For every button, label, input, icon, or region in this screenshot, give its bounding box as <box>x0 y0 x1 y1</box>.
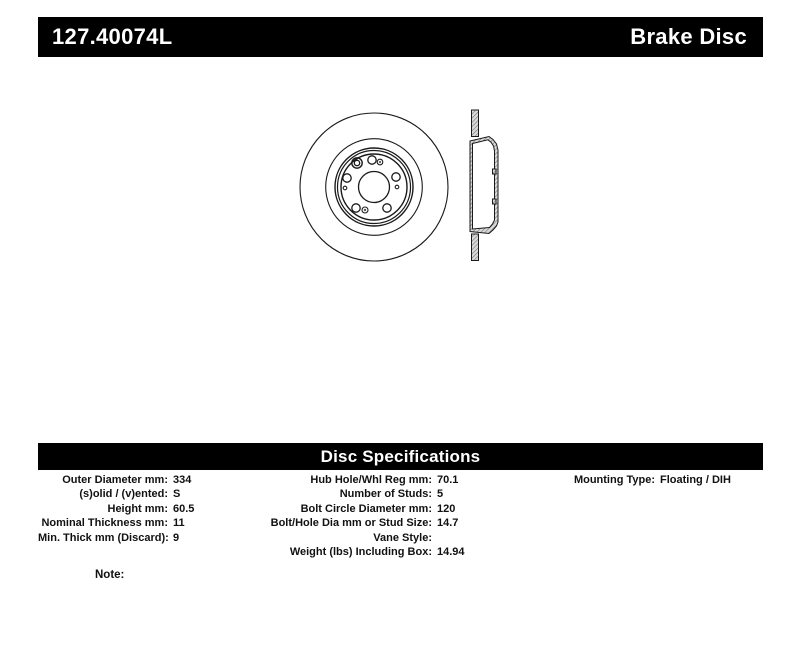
spec-row <box>38 502 194 516</box>
spec-row <box>38 487 194 501</box>
disc-outer-edge <box>300 113 448 261</box>
disc-side-view <box>470 110 498 261</box>
spec-column-mounting <box>520 473 731 487</box>
friction-ring-inner-edge <box>326 139 423 236</box>
small-hole <box>343 186 347 190</box>
spec-row <box>245 487 465 501</box>
stud-hole <box>343 174 351 182</box>
spec-row <box>520 473 731 487</box>
spec-row <box>38 516 194 530</box>
friction-ring-section-bottom <box>472 234 479 261</box>
stud-hole <box>368 156 376 164</box>
center-hub-hole <box>359 172 390 203</box>
hub-ring-middle <box>338 151 411 224</box>
spec-row <box>245 531 465 545</box>
stud-hole <box>383 204 391 212</box>
technical-drawing <box>285 95 515 275</box>
product-type-title: Brake Disc <box>630 24 747 49</box>
spec-value: 11 <box>173 517 185 530</box>
spec-value: 5 <box>437 488 444 501</box>
spec-label: Mounting Type: <box>573 474 655 486</box>
header-bar <box>38 17 763 57</box>
small-hole <box>395 185 399 189</box>
spec-value: 60.5 <box>173 502 195 515</box>
spec-value: 120 <box>437 502 456 515</box>
spec-value: 70.1 <box>437 474 459 486</box>
spec-label: Height mm: <box>107 502 168 515</box>
spec-value: 14.7 <box>437 517 459 530</box>
spec-label: Bolt/Hole Dia mm or Stud Size: <box>270 517 432 530</box>
spec-label: Outer Diameter mm: <box>62 474 168 486</box>
spec-label: Number of Studs: <box>339 488 432 501</box>
hat-section-wall <box>470 137 498 234</box>
spec-column-dimensions <box>38 473 194 545</box>
spec-label: Hub Hole/Whl Reg mm: <box>310 474 432 486</box>
spec-row <box>38 531 194 545</box>
hat-lip-notch <box>493 169 497 174</box>
spec-label: Min. Thick mm (Discard): <box>38 531 169 544</box>
screw-hole-detail <box>362 207 368 213</box>
screw-hole-detail <box>377 159 383 165</box>
spec-value: 334 <box>173 474 192 486</box>
spec-row <box>245 473 465 487</box>
spec-value: 9 <box>173 531 180 544</box>
stud-hole <box>392 173 400 181</box>
spec-row <box>245 545 465 559</box>
spec-value: 14.94 <box>437 546 465 559</box>
note-label: Note: <box>95 569 125 581</box>
spec-row <box>38 473 194 487</box>
spec-section-title: Disc Specifications <box>320 446 481 466</box>
spec-label: Nominal Thickness mm: <box>41 517 168 530</box>
brake-disc-drawing-svg <box>285 95 515 275</box>
spec-label: Weight (lbs) Including Box: <box>289 546 432 559</box>
hat-lip-notch <box>493 199 497 204</box>
spec-row <box>245 502 465 516</box>
spec-section-bar <box>38 443 763 470</box>
part-number: 127.40074L <box>52 24 173 49</box>
spec-label: (s)olid / (v)ented: <box>79 488 168 501</box>
spec-value: S <box>173 488 181 501</box>
spec-label: Bolt Circle Diameter mm: <box>300 502 432 515</box>
spec-row <box>245 516 465 530</box>
stud-hole <box>352 204 360 212</box>
spec-value: Floating / DIH <box>660 474 731 486</box>
spec-column-hub-stud <box>245 473 465 559</box>
disc-front-view <box>300 113 448 261</box>
friction-ring-section-top <box>472 110 479 137</box>
spec-label: Vane Style: <box>373 531 432 544</box>
